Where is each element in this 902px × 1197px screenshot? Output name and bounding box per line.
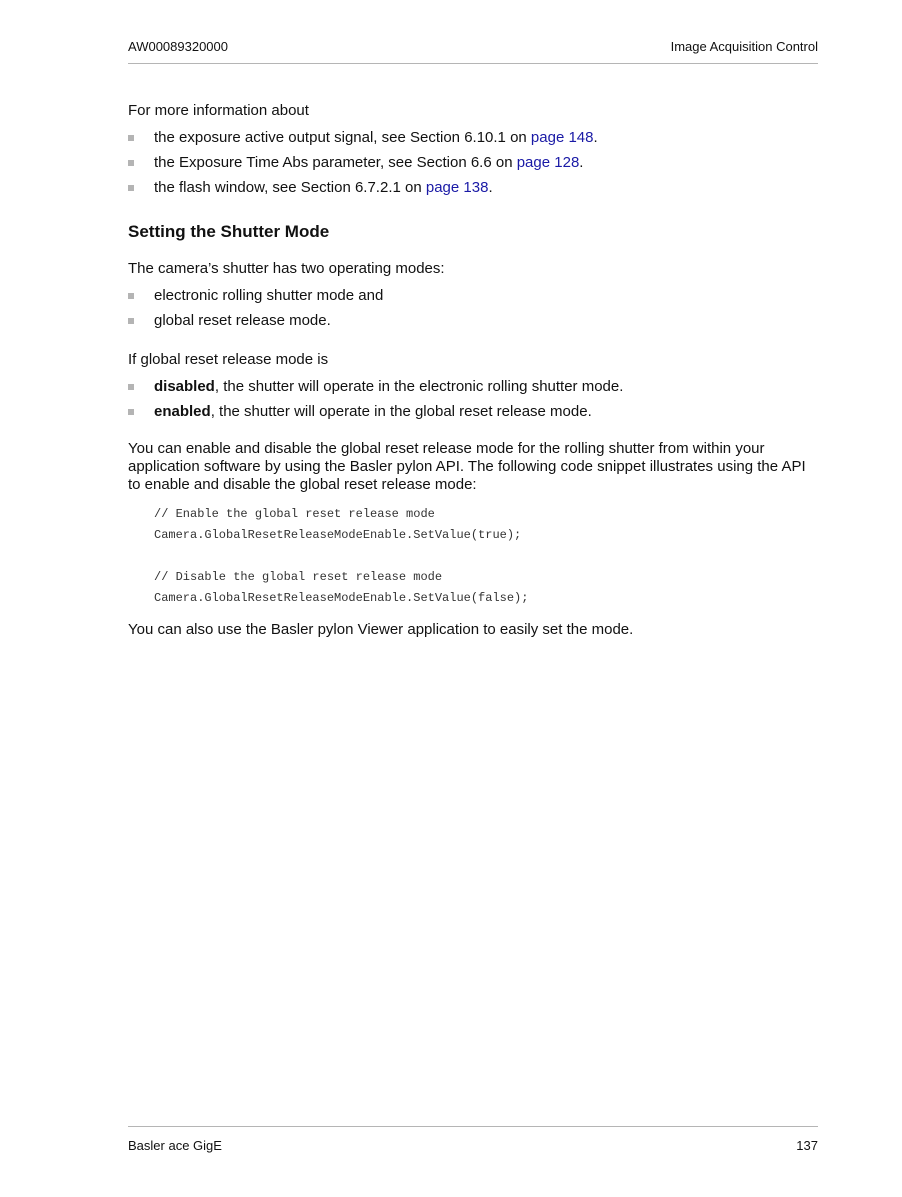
- code-comment: // Disable the global reset release mode: [154, 570, 443, 584]
- list-item-text: , the shutter will operate in the global reset release mode.: [210, 403, 592, 420]
- list-item: [128, 310, 818, 331]
- bullet-square-icon: [128, 384, 134, 390]
- section-heading: Setting the Shutter Mode: [128, 222, 330, 241]
- modes-lead: The camera’s shutter has two operating modes:: [128, 260, 445, 277]
- list-item: [128, 127, 818, 148]
- page-content: [128, 100, 818, 640]
- state-lead: If global reset release mode is: [128, 351, 329, 368]
- page-link[interactable]: page 138: [425, 179, 489, 196]
- list-item: [128, 152, 818, 173]
- list-item-end: .: [579, 154, 584, 171]
- list-item: [128, 376, 818, 397]
- reference-list: [128, 127, 818, 198]
- footer-product-name: Basler ace GigE: [128, 1138, 222, 1153]
- list-item-text: the Exposure Time Abs parameter, see Section 6.6 on: [154, 154, 517, 171]
- page-footer: [128, 1137, 818, 1155]
- list-item-text: global reset release mode.: [154, 312, 331, 329]
- page-link[interactable]: page 148: [530, 129, 594, 146]
- list-item: [128, 401, 818, 422]
- list-item-text: the exposure active output signal, see Section 6.10.1 on: [154, 129, 531, 146]
- bullet-square-icon: [128, 409, 134, 415]
- state-list: [128, 376, 818, 422]
- footer-page-number: 137: [796, 1138, 818, 1153]
- modes-list: [128, 285, 818, 331]
- list-item: [128, 177, 818, 198]
- header-doc-id: AW00089320000: [128, 39, 228, 54]
- bullet-square-icon: [128, 185, 134, 191]
- code-snippet: [154, 504, 818, 609]
- footer-divider: [128, 1126, 818, 1127]
- header-section-title: Image Acquisition Control: [670, 39, 818, 54]
- list-item-text: , the shutter will operate in the electronic rolling shutter mode.: [214, 378, 624, 395]
- list-item: [128, 285, 818, 306]
- page-link[interactable]: page 128: [516, 154, 580, 171]
- code-comment: // Enable the global reset release mode: [154, 507, 435, 521]
- api-paragraph: You can enable and disable the global reset release mode for the rolling shutter from within your application software by using the Basler pylon API. The following code snippet illustrates using the API to enable and disable the global reset release mode:: [128, 440, 806, 493]
- bullet-square-icon: [128, 135, 134, 141]
- list-item-text: the flash window, see Section 6.7.2.1 on: [154, 179, 426, 196]
- list-item-text: electronic rolling shutter mode and: [154, 287, 384, 304]
- code-spacer: [154, 546, 818, 567]
- list-item-end: .: [488, 179, 493, 196]
- page-header: [128, 38, 818, 56]
- header-divider: [128, 63, 818, 64]
- closing-paragraph: You can also use the Basler pylon Viewer application to easily set the mode.: [128, 621, 634, 638]
- intro-lead: For more information about: [128, 102, 309, 119]
- list-item-end: .: [593, 129, 598, 146]
- bullet-square-icon: [128, 293, 134, 299]
- code-line: Camera.GlobalResetReleaseModeEnable.SetValue(true);: [154, 528, 522, 542]
- bullet-square-icon: [128, 318, 134, 324]
- bullet-square-icon: [128, 160, 134, 166]
- state-keyword: enabled: [154, 403, 211, 420]
- code-line: Camera.GlobalResetReleaseModeEnable.SetValue(false);: [154, 591, 529, 605]
- state-keyword: disabled: [154, 378, 215, 395]
